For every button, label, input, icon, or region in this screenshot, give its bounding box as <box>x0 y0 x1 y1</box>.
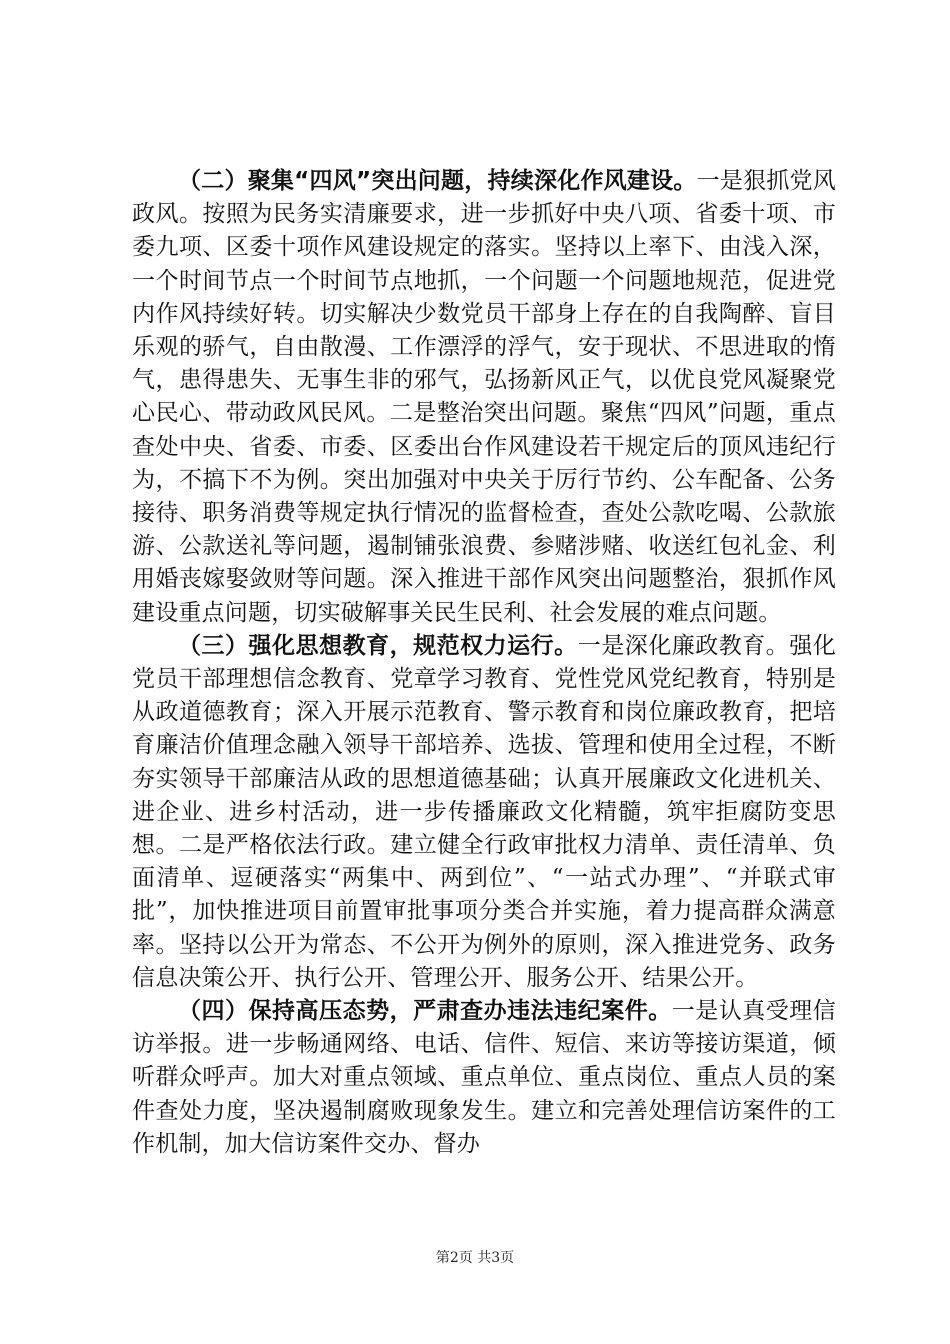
paragraph-heading: （三）强化思想教育，规范权力运行。 <box>178 632 578 659</box>
paragraph-text: 一是狠抓党风政风。按照为民务实清廉要求，进一步抓好中央八项、省委十项、市委九项、区委十项作风建设规定的落实。坚持以上率下、由浅入深，一个时间节点一个时间节点地抓，一个问题一个问题地规范，促进党内作风持续好转。切实解决少数党员干部身上存在的自我陶醉、盲目乐观的骄气，自由散漫、工作漂浮的浮气，安于现状、不思进取的惰气，患得患失、无事生非的邪气，弘扬新风正气，以优良党风凝聚党心民心、带动政风民风。二是整治突出问题。聚焦“四风”问题，重点查处中央、省委、市委、区委出台作风建设若干规定后的顶风违纪行为，不搞下不为例。突出加强对中央关于厉行节约、公车配备、公务接待、职务消费等规定执行情况的监督检查，查处公款吃喝、公款旅游、公款送礼等问题，遏制铺张浪费、参赌涉赌、收送红包礼金、利用婚丧嫁娶敛财等问题。深入推进干部作风突出问题整治，狠抓作风建设重点问题，切实破解事关民生民利、社会发展的难点问题。 <box>132 168 836 626</box>
paragraph-heading: （四）保持高压态势，严肃查办违法违纪案件。 <box>178 998 672 1025</box>
paragraph-2 <box>132 165 836 630</box>
paragraph-3 <box>132 630 836 995</box>
paragraph-4 <box>132 995 836 1161</box>
document-body <box>132 165 836 1161</box>
page-number: 第2页 共3页 <box>435 1250 515 1266</box>
paragraph-text: 一是认真受理信访举报。进一步畅通网络、电话、信件、短信、来访等接访渠道，倾听群众呼声。加大对重点领域、重点单位、重点岗位、重点人员的案件查处力度，坚决遏制腐败现象发生。建立和完善处理信访案件的工作机制，加大信访案件交办、督办 <box>132 998 836 1157</box>
paragraph-text: 一是深化廉政教育。强化党员干部理想信念教育、党章学习教育、党性党风党纪教育，特别是从政道德教育；深入开展示范教育、警示教育和岗位廉政教育，把培育廉洁价值理念融入领导干部培养、选拔、管理和使用全过程，不断夯实领导干部廉洁从政的思想道德基础；认真开展廉政文化进机关、进企业、进乡村活动，进一步传播廉政文化精髓，筑牢拒腐防变思想。二是严格依法行政。建立健全行政审批权力清单、责任清单、负面清单、逗硬落实“两集中、两到位”、“一站式办理”、“并联式审批”，加快推进项目前置审批事项分类合并实施，着力提高群众满意率。坚持以公开为常态、不公开为例外的原则，深入推进党务、政务信息决策公开、执行公开、管理公开、服务公开、结果公开。 <box>132 632 836 991</box>
paragraph-heading: （二）聚集“四风”突出问题，持续深化作风建设。 <box>178 168 697 194</box>
